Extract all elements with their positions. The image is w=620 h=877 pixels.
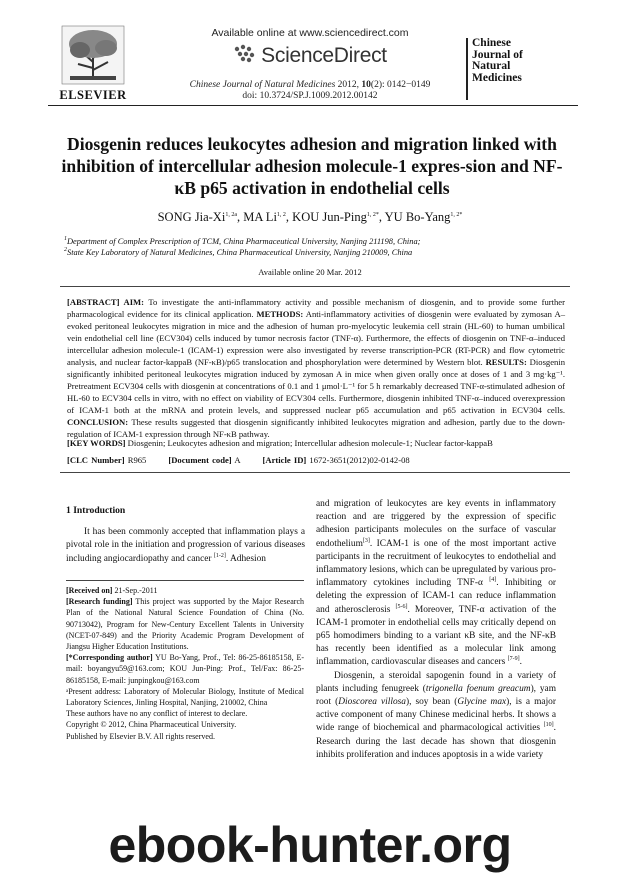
text: . bbox=[519, 657, 522, 668]
text: ), is a major active component of many Chinese medicinal herbs. It shows a wide range of biochemical and pharmacological activities bbox=[316, 697, 556, 734]
journal-box-line: Chinese bbox=[472, 37, 511, 49]
article-title: Diosgenin reduces leukocytes adhesion and migration linked with inhibition of intercellular adhesion molecule-1 expres-sion and NF-κB p65 activation in endothelial cells bbox=[61, 134, 563, 198]
abstract-label: [ABSTRACT] AIM: bbox=[67, 297, 145, 307]
journal-box-title bbox=[466, 38, 576, 84]
footnotes bbox=[66, 585, 304, 742]
articleid-value: 1672-3651(2012)02-0142-08 bbox=[306, 455, 410, 465]
text: . Moreover, TNF-α activation of the ICAM-1 promoter in endothelial cells may critically depend on p65 homodimers binding to a variant κB site, and the NF-κB has recently been identified as a molecular link among inflammation, cardiovascular diseases and cancers bbox=[316, 604, 557, 668]
corresponding-label: [*Corresponding author] bbox=[66, 653, 153, 663]
author-affil-mark: 1, 2a bbox=[225, 211, 237, 218]
clc-value: R965 bbox=[124, 455, 147, 465]
journal-box-line: Journal of bbox=[472, 48, 523, 61]
header-rule bbox=[48, 105, 578, 106]
journal-pages: (2): 0142−0149 bbox=[370, 80, 431, 90]
citation: [5-6] bbox=[395, 603, 408, 610]
species-name: trigonella foenum greacum bbox=[425, 683, 531, 694]
abstract-top-rule bbox=[60, 286, 570, 287]
funding-label: [Research funding] bbox=[66, 597, 133, 607]
received-note bbox=[66, 585, 304, 596]
abstract-aim: To investigate the anti-inflammatory activity and possible mechanism of diosgenin, and to provide some further pharmacological evidence for its clinical application. bbox=[67, 297, 565, 319]
author-name: YU Bo-Yang bbox=[384, 210, 451, 224]
citation: [3] bbox=[362, 537, 370, 544]
keywords-text: Diosgenin; Leukocytes adhesion and migration; Intercellular adhesion molecule-1; Nuclear factor-kappaB bbox=[125, 438, 493, 448]
elsevier-wordmark: ELSEVIER bbox=[59, 88, 127, 102]
text: ), yam root ( bbox=[316, 683, 556, 708]
text: . Inhibiting or deleting the expression of ICAM-1 can reduce inflammation and atherosclerosis bbox=[316, 578, 557, 615]
methods-label: METHODS: bbox=[256, 309, 304, 319]
abstract-methods: Anti-inflammatory activities of diosgenin were evaluated by zymosan A–evoked peritoneal leukocytes migration in mice and the adhesion of human pro-myelocytic leukemia cell strain (HL-60) to human umbilical vein endothelial cell line (ECV304) cells induced by tumor necrosis factor (TNF-α). Furthermore, the effects of diosgenin on TNF-α–induced intercellular adhesion molecule-1 (ICAM-1) expression were also investigated by reverse transcription-PCR (RT-PCR) and flow cytometric analysis, and nuclear factor-kappaB (NF-κB)/p65 translocation and phosphorylation were determined by Western blot. bbox=[67, 309, 565, 367]
conclusion-label: CONCLUSION: bbox=[67, 417, 129, 427]
citation: [10] bbox=[543, 722, 554, 729]
copyright-note: Copyright © 2012, China Pharmaceutical University. bbox=[66, 720, 237, 730]
author-separator: , bbox=[236, 210, 244, 224]
author-name: SONG Jia-Xi bbox=[157, 210, 226, 224]
received-label: [Received on] bbox=[66, 586, 113, 595]
citation: [7-9] bbox=[507, 656, 520, 663]
sciencedirect-wordmark: ScienceDirect bbox=[261, 43, 387, 67]
affiliation-mark: 1 bbox=[64, 236, 67, 243]
conflict-note: These authors have no any conflict of interest to declare. bbox=[66, 709, 248, 719]
footnote-rule bbox=[66, 580, 304, 581]
present-address-note: ᵃPresent address: Laboratory of Molecular Biology, Institute of Medical Laboratory Sciences, Jinling Hospital, Nanjing, 210002, China bbox=[66, 686, 304, 708]
clc-label: [CLC Number] bbox=[67, 455, 125, 465]
affiliations bbox=[64, 236, 574, 258]
text: ), soy bean ( bbox=[405, 697, 458, 708]
intro-text: It has been commonly accepted that inflammation plays a pivotal role in the initiation and progression of various diseases including angiocardiopathy and cancer bbox=[66, 527, 305, 564]
intro-paragraph-left bbox=[66, 526, 305, 566]
journal-header-center bbox=[160, 27, 460, 101]
funding-note bbox=[66, 596, 304, 652]
journal-citation bbox=[160, 80, 460, 90]
abstract-conclusion: These results suggested that diosgenin significantly inhibited leukocytes migration and adhesion, partly due to the down-regulation of ICAM-1 expression through NF-κB pathway. bbox=[67, 417, 565, 439]
right-paragraph-1 bbox=[316, 498, 556, 670]
published-note: Published by Elsevier B.V. All rights reserved. bbox=[66, 731, 215, 741]
abstract-bottom-rule bbox=[60, 472, 570, 473]
species-name: Glycine max bbox=[457, 697, 507, 708]
citation: [1-2] bbox=[213, 552, 226, 559]
results-label: RESULTS: bbox=[485, 357, 527, 367]
journal-title-box bbox=[466, 38, 576, 100]
abstract bbox=[67, 296, 565, 440]
journal-year: 2012, bbox=[335, 80, 362, 90]
journal-box-line: Natural bbox=[472, 60, 511, 72]
text: . ICAM-1 is one of the most important active participants in the recruitment of leukocytes to endothelial and inflammatory lesions, which can be upregulated by various pro-inflammatory cytokines including TNF-α bbox=[316, 538, 556, 589]
affiliation-mark: 2 bbox=[64, 247, 67, 254]
species-name: Dioscorea villosa bbox=[338, 697, 406, 708]
right-column bbox=[316, 498, 556, 762]
journal-volume: 10 bbox=[361, 80, 371, 90]
journal-name: Chinese Journal of Natural Medicines bbox=[189, 80, 336, 90]
sciencedirect-logo bbox=[160, 43, 460, 68]
author-affil-mark: 1, 2* bbox=[366, 211, 379, 218]
author-affil-mark: 1, 2* bbox=[450, 211, 463, 218]
affiliation-text: Department of Complex Prescription of TCM, China Pharmaceutical University, Nanjing 211198, China; bbox=[67, 237, 421, 246]
intro-text-end: . Adhesion bbox=[225, 553, 266, 564]
doccode-value: A bbox=[231, 455, 241, 465]
left-column bbox=[66, 498, 305, 566]
received-value: 21-Sep.-2011 bbox=[112, 586, 158, 595]
corresponding-note bbox=[66, 652, 304, 686]
keywords bbox=[67, 438, 565, 448]
corresponding-text: YU Bo-Yang, Prof., Tel: 86-25-86185158, E-mail: boyangyu59@163.com; KOU Jun-Ping: Prof., Tel/Fax: 86-25-86185158, E-mail: junpingkou@163.com bbox=[66, 653, 305, 685]
available-online-line: Available online at www.sciencedirect.com bbox=[211, 27, 409, 39]
text: Diosgenin, a steroidal sapogenin found in a variety of plants including fenugreek ( bbox=[316, 670, 556, 694]
text: . Research during the last decade has shown that diosgenin inhibits proliferation and induces apoptosis in a wide variety bbox=[316, 723, 557, 760]
classification-line bbox=[67, 455, 565, 465]
author-affil-mark: 1, 2 bbox=[276, 211, 286, 218]
author-name: MA Li bbox=[243, 210, 277, 224]
articleid-label: [Article ID] bbox=[262, 455, 307, 465]
section-heading: 1 Introduction bbox=[66, 505, 126, 516]
watermark: ebook-hunter.org bbox=[108, 817, 512, 873]
author-name: KOU Jun-Ping bbox=[292, 210, 367, 224]
author-separator: , bbox=[378, 210, 385, 224]
funding-text: This project was supported by the Major Research Plan of the National Natural Science Foundation of China (No. 90713042), Program for New-Century Excellent Talents in University (NCET-07-849) and the Priority Academic Program Development of Jiangsu Higher Education Institutions. bbox=[66, 597, 304, 652]
abstract-results: Diosgenin significantly inhibited peritoneal leukocytes migration induced by zymosan A in mice when given orally once at doses of 1 and 3 mg·kg⁻¹. Pretreatment ECV304 cells with diosgenin at concentrations of 0.1 and 1 μmol·L⁻¹ for 5 h remarkably decreased TNF-α-stimulated adhesion of HL-60 to ECV304 cells in vitro, with no effect on viability of ECV304 cells. Furthermore, diosgenin inhibited TNF-α–induced overexpression of ICAM-1 both at the mRNA and protein levels, and suppressed nuclear p65 accumulation and p65 activation in ECV304 cells. bbox=[67, 357, 566, 415]
author-list bbox=[60, 210, 560, 225]
author-separator: , bbox=[285, 210, 293, 224]
text: and migration of leukocytes are key events in inflammatory reaction and are triggered by the expression of specific adhesion participants molecules on the surface of vascular endothelium bbox=[316, 499, 556, 549]
doccode-label: [Document code] bbox=[168, 455, 232, 465]
journal-box-line: Medicines bbox=[472, 71, 522, 84]
doi-line: doi: 10.3724/SP.J.1009.2012.00142 bbox=[242, 91, 378, 101]
citation: [4] bbox=[489, 577, 497, 584]
keywords-label: [KEY WORDS] bbox=[67, 438, 126, 448]
affiliation-line bbox=[64, 236, 574, 247]
right-paragraph-2 bbox=[316, 670, 556, 762]
available-online-date: Available online 20 Mar. 2012 bbox=[258, 267, 362, 277]
affiliation-text: State Key Laboratory of Natural Medicines, China Pharmaceutical University, Nanjing 210009, China bbox=[67, 248, 413, 257]
sciencedirect-dots-icon bbox=[233, 43, 257, 68]
affiliation-line bbox=[64, 247, 574, 258]
